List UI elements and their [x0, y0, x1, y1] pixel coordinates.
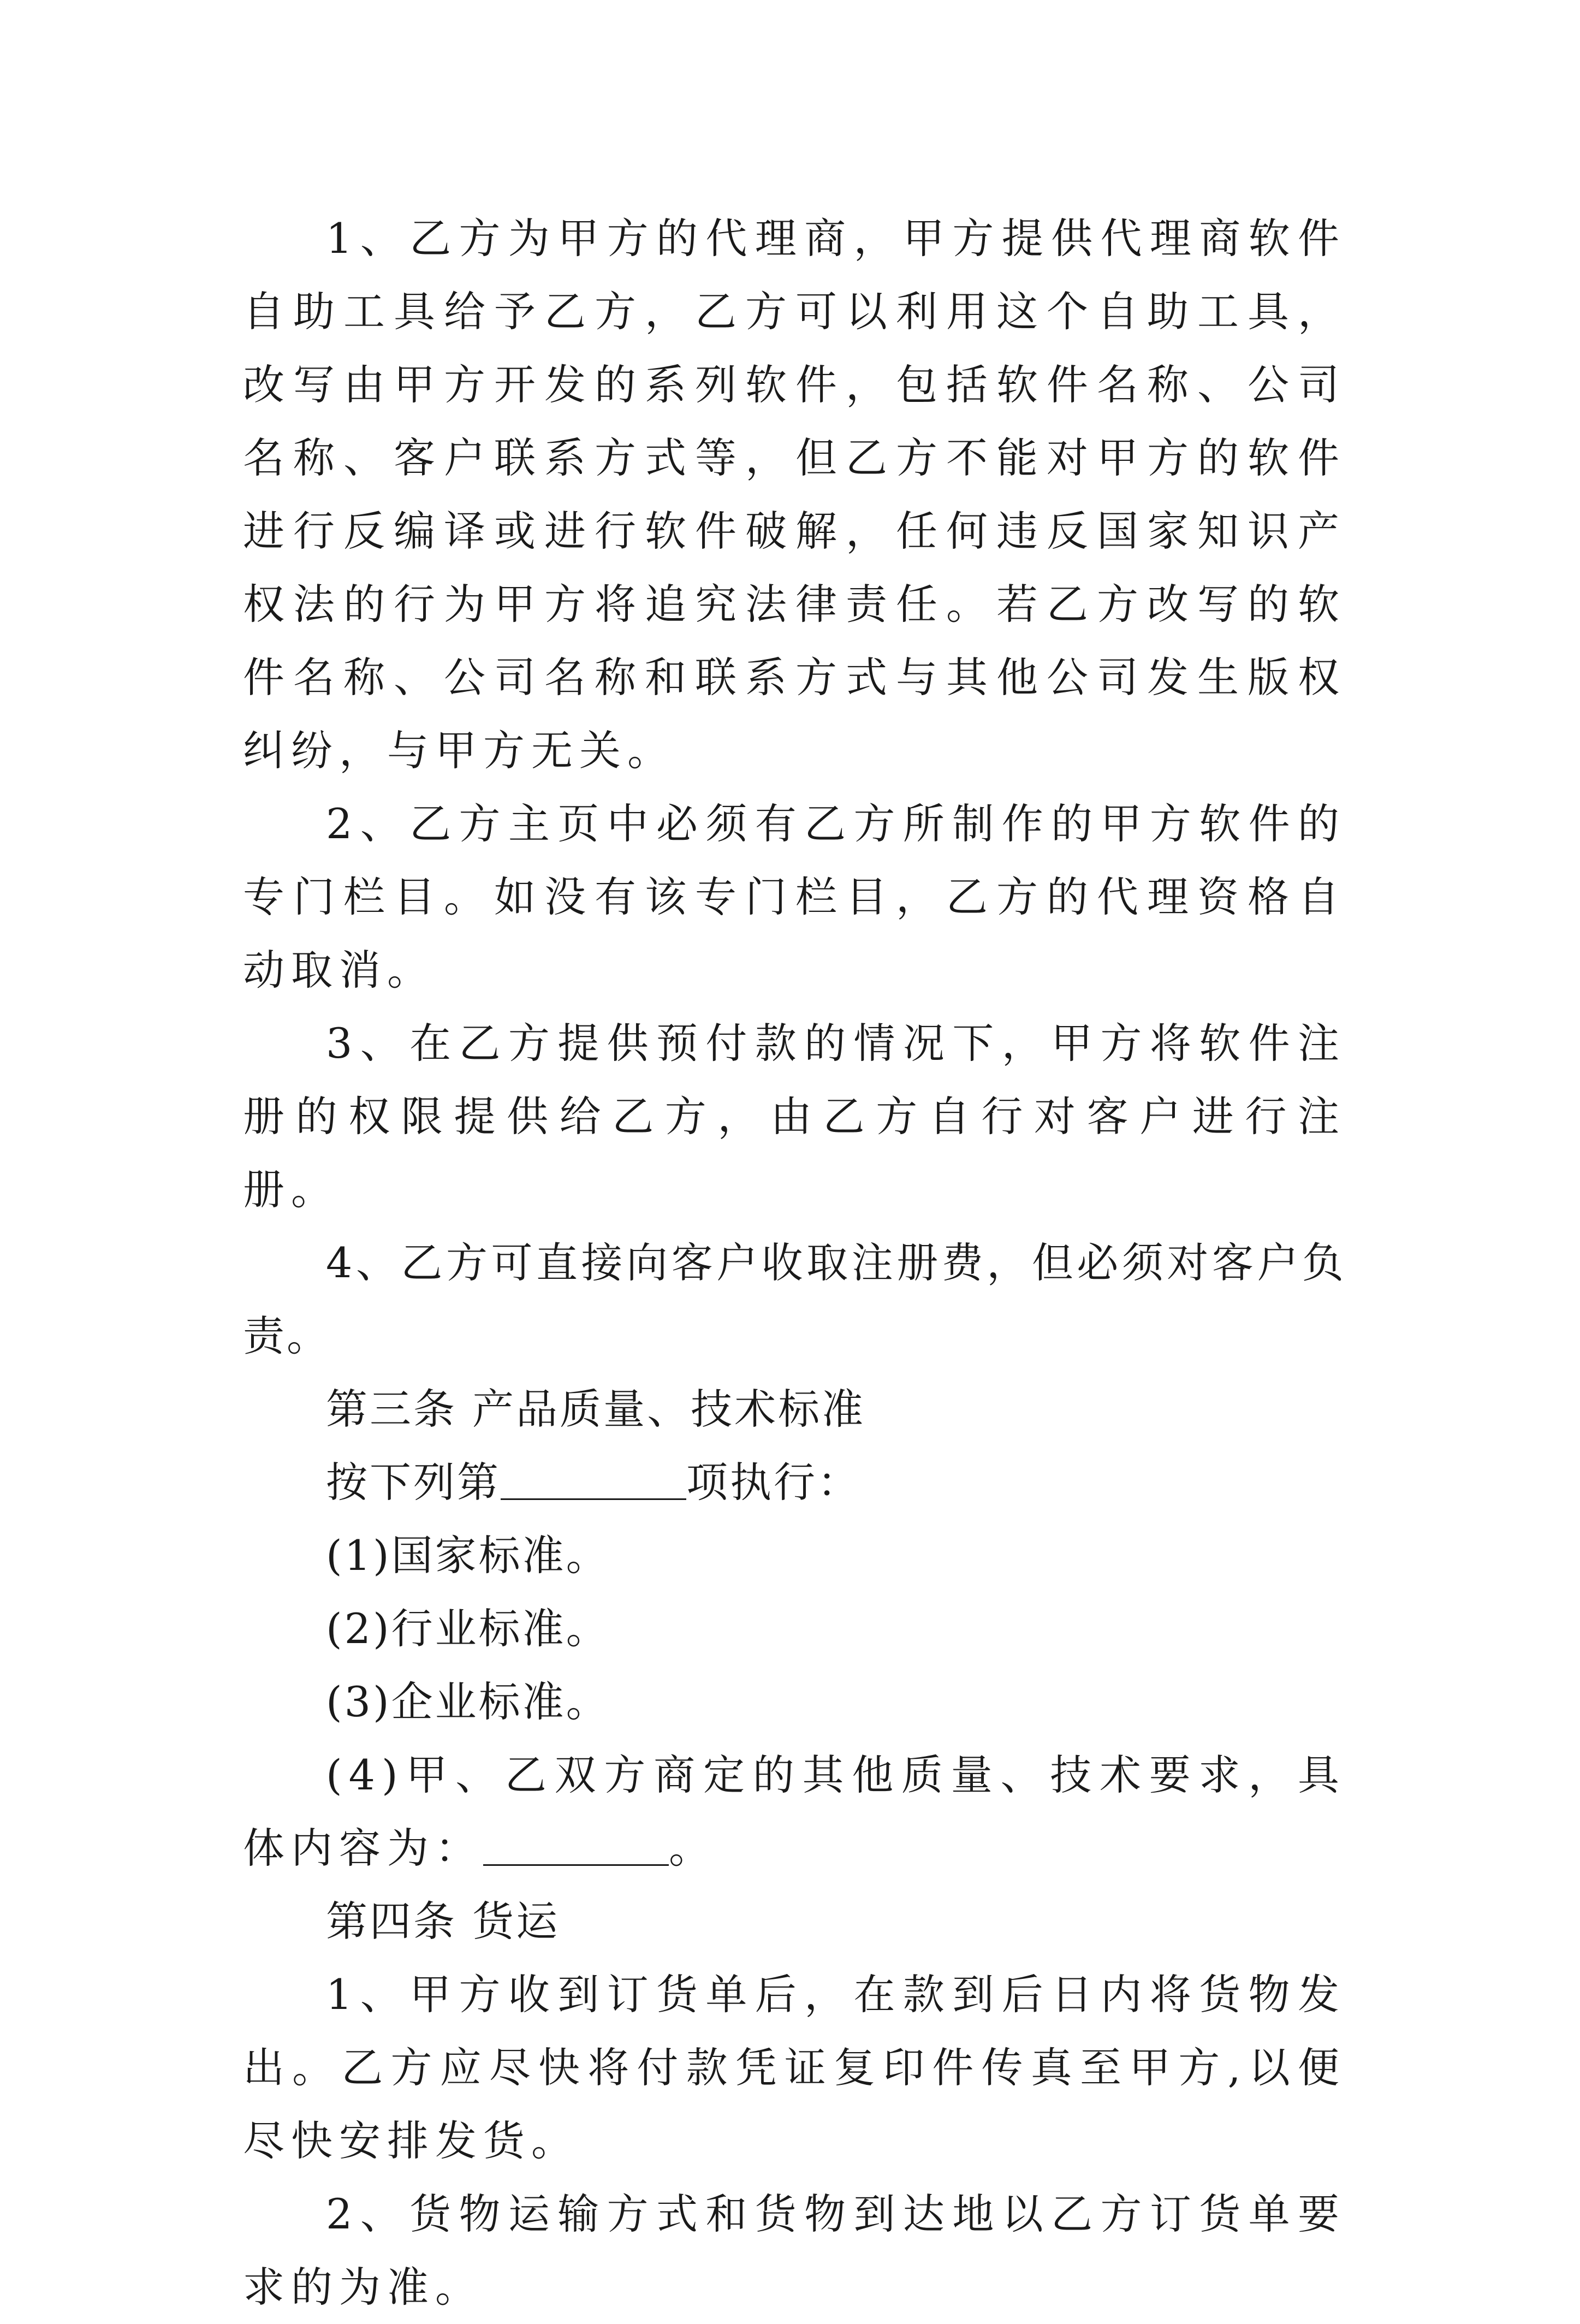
- article-3-instruction: [243, 1446, 1346, 1519]
- blank-line: [483, 1826, 669, 1866]
- paragraph-homepage-column: 2、乙方主页中必须有乙方所制作的甲方软件的专门栏目。如没有该专门栏目，乙方的代理资格自动取消。: [243, 799, 1346, 994]
- paragraph-shipping-method: 2、货物运输方式和货物到达地以乙方订货单要求的为准。: [243, 2190, 1346, 2311]
- custom-item-end: 。: [669, 1824, 717, 1872]
- article-3-heading: 第三条 产品质量、技术标准: [326, 1385, 866, 1433]
- standard-item-enterprise: (3)企业标准。: [326, 1677, 610, 1726]
- instruction-prefix: 按下列第: [326, 1458, 501, 1507]
- instruction-suffix: 项执行：: [686, 1458, 861, 1507]
- article-4-heading: 第四条 货运: [326, 1897, 560, 1946]
- blank-line: [501, 1460, 686, 1500]
- document-body: [243, 202, 1346, 2324]
- paragraph-agent-software: 1、乙方为甲方的代理商，甲方提供代理商软件自助工具给予乙方，乙方可以利用这个自助工具，改写由甲方开发的系列软件，包括软件名称、公司名称、客户联系方式等，但乙方不能对甲方的软件进行反编译或进行软件破解，任何违反国家知识产权法的行为甲方将追究法律责任。若乙方改写的软件名称、公司名称和联系方式与其他公司发生版权纠纷，与甲方无关。: [243, 214, 1346, 775]
- custom-item-text: (4)甲、乙双方商定的其他质量、技术要求，具体内容为：: [243, 1751, 1346, 1872]
- paragraph-registration-rights: 3、在乙方提供预付款的情况下，甲方将软件注册的权限提供给乙方，由乙方自行对客户进行注册。: [243, 1019, 1346, 1214]
- standard-item-industry: (2)行业标准。: [326, 1604, 610, 1653]
- standard-item-national: (1)国家标准。: [326, 1531, 610, 1580]
- standard-item-custom: [243, 1739, 1346, 1885]
- paragraph-shipping-order: 1、甲方收到订货单后，在款到后日内将货物发出。乙方应尽快将付款凭证复印件传真至甲方,以便尽快安排发货。: [243, 1970, 1346, 2165]
- paragraph-registration-fee: 4、乙方可直接向客户收取注册费，但必须对客户负责。: [243, 1238, 1346, 1360]
